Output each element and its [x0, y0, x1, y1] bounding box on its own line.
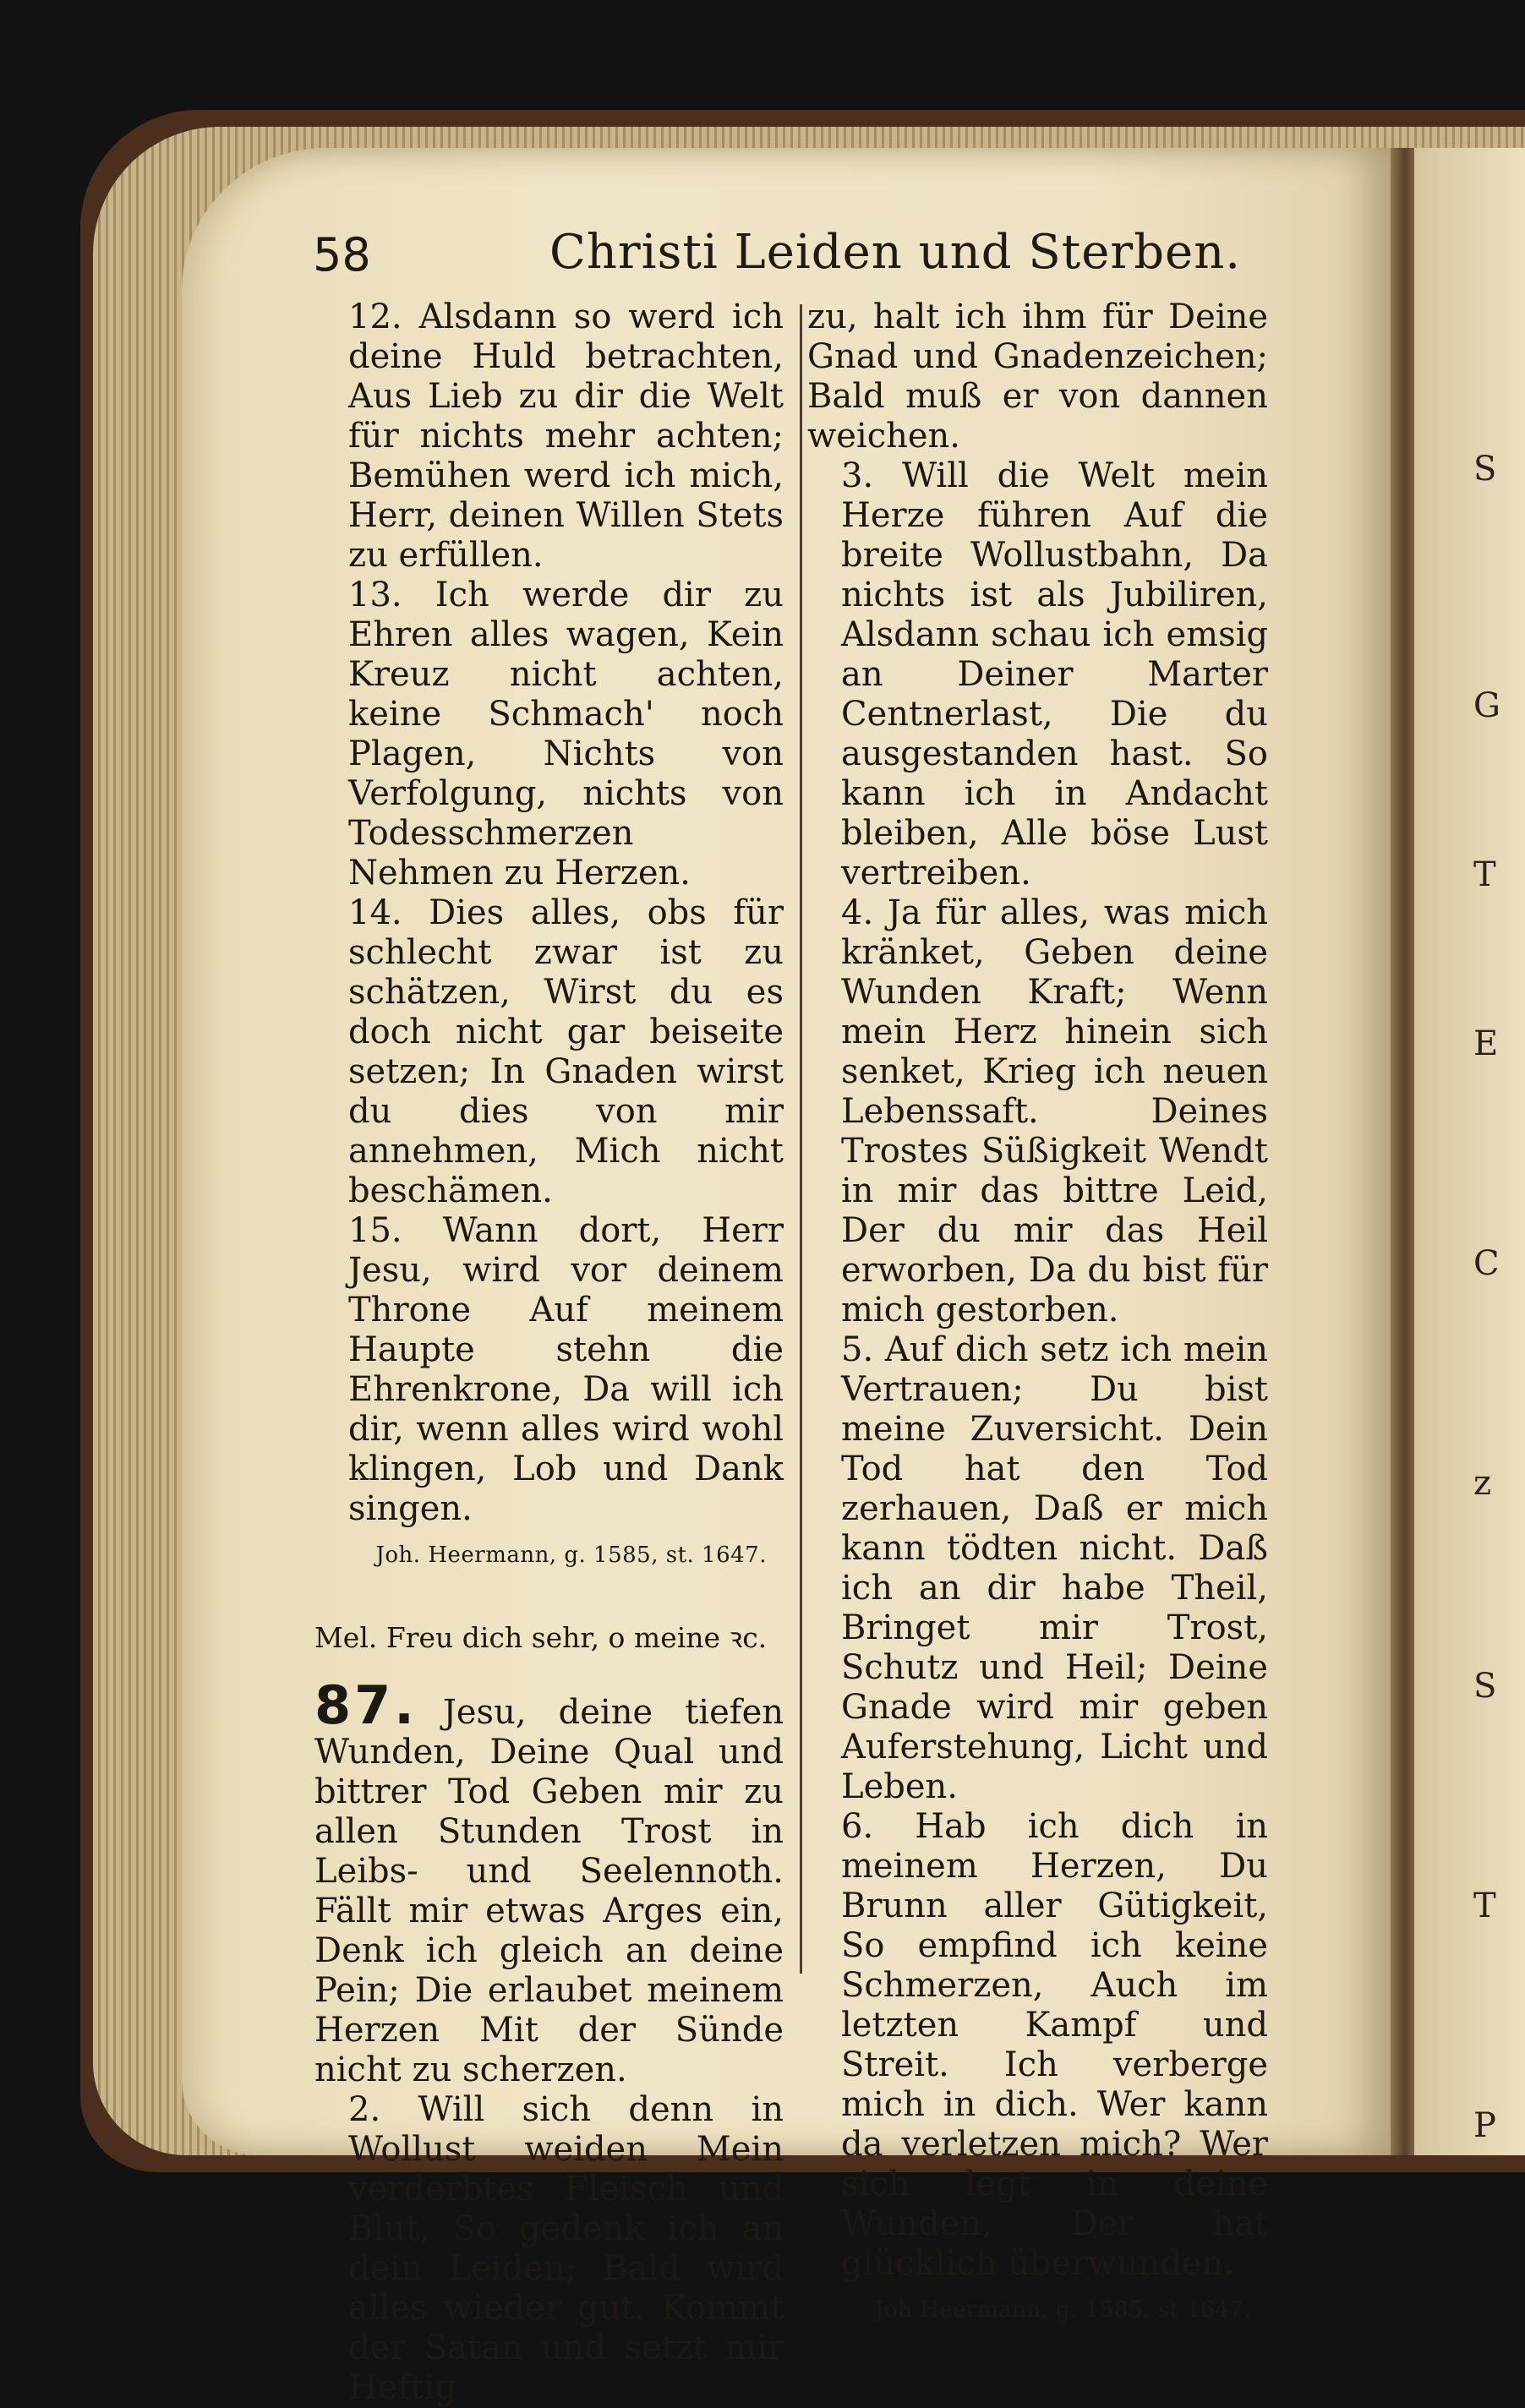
attribution-right: Joh Heermann, g. 1585, st 1647.: [875, 2297, 1251, 2323]
running-title: Christi Leiden und Sterben.: [549, 225, 1242, 280]
book-gutter: [1391, 148, 1414, 2155]
column-divider: [800, 304, 802, 1974]
hymn-verse-1-text: Jesu, deine tiefen Wunden, Deine Qual und bittrer Tod Geben mir zu allen Stunden Trost in Leibs- und Seelennoth. Fällt mir etwas Arges ein, Denk ich gleich an deine Pein; Die erlaubet meinem Herzen Mit der Sünde nicht zu scherzen.: [314, 1693, 784, 2089]
verse-5: 5. Auf dich setz ich mein Vertrauen; Du bist meine Zuversicht. Dein Tod hat den Tod zerhauen, Daß er mich kann tödten nicht. Daß ich an dir habe Theil, Bringet mir Trost, Schutz und Heil; Deine Gnade wird mir geben Auferstehung, Licht und Leben.: [841, 1330, 1268, 1806]
attribution-left: Joh. Heermann, g. 1585, st. 1647.: [375, 1543, 767, 1568]
verse-13: 13. Ich werde dir zu Ehren alles wagen, Kein Kreuz nicht achten, keine Schmach' noch Plagen, Nichts von Verfolgung, nichts von Todesschmerzen Nehmen zu Herzen.: [348, 576, 784, 893]
page-number: 58: [313, 228, 371, 281]
right-column: [807, 298, 1268, 2373]
facing-page-edge: S G T E C z S T P: [1414, 148, 1525, 2155]
hymn-verse-2: 2. Will sich denn in Wollust weiden Mein verderbtes Fleisch und Blut, So gedenk ich an dein Leiden; Bald wird alles wieder gut. Kommt der Satan und setzt mir Heftig: [348, 2090, 784, 2407]
verse-3: 3. Will die Welt mein Herze führen Auf die breite Wollustbahn, Da nichts ist als Jubiliren, Alsdann schau ich emsig an Deiner Marter Centnerlast, Die du ausgestanden hast. So kann ich in Andacht bleiben, Alle böse Lust vertreiben.: [841, 456, 1268, 893]
verse-14: 14. Dies alles, obs für schlecht zwar ist zu schätzen, Wirst du es doch nicht gar beiseite setzen; In Gnaden wirst du dies von mir annehmen, Mich nicht beschämen.: [348, 893, 784, 1210]
melody-line: Mel. Freu dich sehr, o meine ꝛc.: [314, 1621, 768, 1654]
verse-12: 12. Alsdann so werd ich deine Huld betrachten, Aus Lieb zu dir die Welt für nichts mehr achten; Bemühen werd ich mich, Herr, deinen Willen Stets zu erfüllen.: [348, 298, 784, 575]
verse-2-continued: zu, halt ich ihm für Deine Gnad und Gnadenzeichen; Bald muß er von dannen weichen.: [807, 298, 1268, 456]
hymn-number: 87.: [314, 1674, 418, 1736]
verse-4: 4. Ja für alles, was mich kränket, Geben deine Wunden Kraft; Wenn mein Herz hinein sich senket, Krieg ich neuen Lebenssaft. Deines Trostes Süßigkeit Wendt in mir das bittre Leid, Der du mir das Heil erworben, Da du bist für mich gestorben.: [841, 893, 1268, 1330]
hymn-87-verse-1: [314, 1674, 784, 2090]
page-header: [313, 225, 1361, 287]
verse-15: 15. Wann dort, Herr Jesu, wird vor deinem Throne Auf meinem Haupte stehn die Ehrenkrone, Da will ich dir, wenn alles wird wohl klingen, Lob und Dank singen.: [348, 1211, 784, 1528]
verse-6: 6. Hab ich dich in meinem Herzen, Du Brunn aller Gütigkeit, So empfind ich keine Schmerzen, Auch im letzten Kampf und Streit. Ich verberge mich in dich. Wer kann da verletzen mich? Wer sich legt in deine Wunden, Der hat glücklich überwunden.: [841, 1807, 1268, 2283]
left-column: [314, 298, 784, 2408]
